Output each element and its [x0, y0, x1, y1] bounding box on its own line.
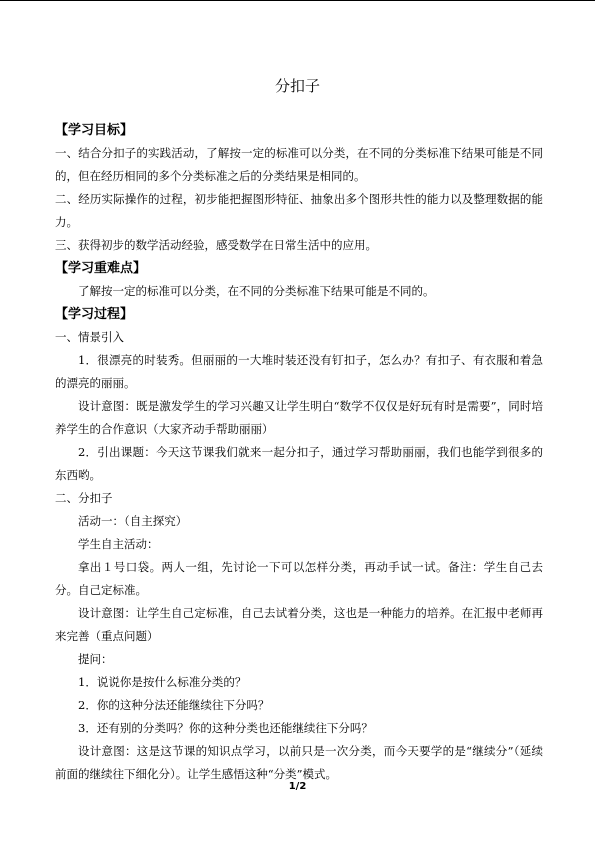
key-points-text: 了解按一定的标准可以分类，在不同的分类标准下结果可能是不同的。 [78, 284, 435, 298]
goals-heading: 【学习目标】 [55, 123, 134, 138]
process-heading: 【学习过程】 [55, 307, 134, 322]
goal-1: 一、结合分扣子的实践活动，了解按一定的标准可以分类，在不同的分类标准下结果可能是不同的，但在经历相同的多个分类标准之后的分类结果是相同的。 [55, 146, 543, 183]
document-body [55, 119, 543, 786]
part2-para-6: 1．说说你是按什么标准分类的？ [78, 675, 247, 689]
part1-para-3: 2．引出课题：今天这节课我们就来一起分扣子，通过学习帮助丽丽，我们也能学到很多的东西哟。 [55, 445, 543, 482]
document-title: 分扣子 [274, 77, 320, 95]
part2-para-1: 活动一：（自主探究） [78, 514, 188, 528]
page-number: 1/2 [288, 781, 307, 792]
part2-para-5: 提问： [78, 652, 113, 666]
part1-para-1: 1．很漂亮的时装秀。但丽丽的一大堆时装还没有钉扣子，怎么办？有扣子、有衣服和着急的漂亮的丽丽。 [55, 353, 543, 390]
part2-para-7: 2．你的这种分法还能继续往下分吗？ [78, 698, 270, 712]
part2-para-2: 学生自主活动： [78, 537, 159, 551]
part2-heading: 二、分扣子 [55, 491, 113, 505]
goal-2: 二、经历实际操作的过程，初步能把握图形特征、抽象出多个图形共性的能力以及整理数据的能力。 [55, 192, 543, 229]
goal-3: 三、获得初步的数学活动经验，感受数学在日常生活中的应用。 [55, 238, 377, 252]
part1-heading: 一、情景引入 [55, 330, 124, 344]
part2-para-4: 设计意图：让学生自己定标准，自己去试着分类，这也是一种能力的培养。在汇报中老师再来完善（重点问题） [55, 606, 543, 643]
part2-para-9: 设计意图：这是这节课的知识点学习，以前只是一次分类，而今天要学的是“继续分”（延续前面的继续往下细化分）。让学生感悟这种“分类”模式。 [55, 744, 543, 781]
part2-para-3: 拿出１号口袋。两人一组，先讨论一下可以怎样分类，再动手试一试。备注：学生自己去分。自己定标准。 [55, 560, 543, 597]
part2-para-8: 3．还有别的分类吗？你的这种分类也还能继续往下分吗？ [78, 721, 373, 735]
key-points-heading: 【学习重难点】 [55, 261, 147, 276]
part1-para-2: 设计意图：既是激发学生的学习兴趣又让学生明白“数学不仅仅是好玩有时是需要”，同时培养学生的合作意识（大家齐动手帮助丽丽） [55, 399, 543, 436]
